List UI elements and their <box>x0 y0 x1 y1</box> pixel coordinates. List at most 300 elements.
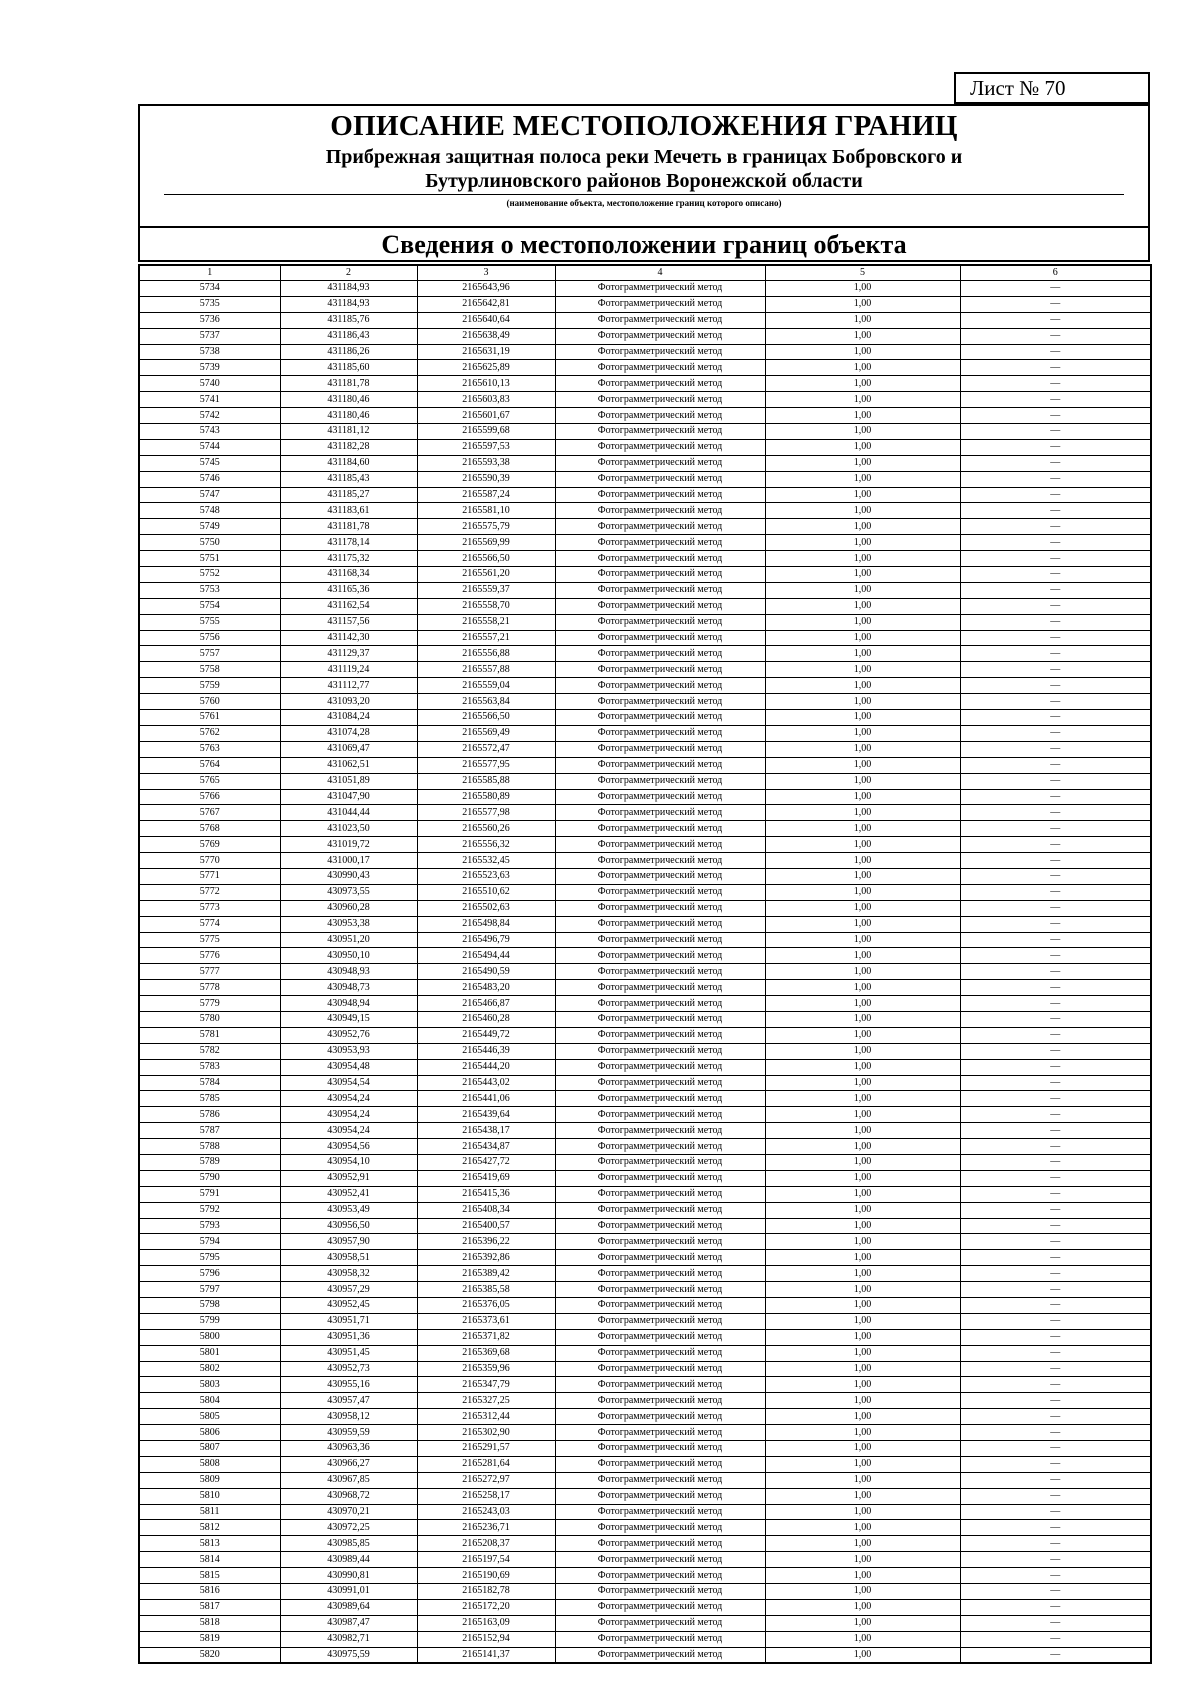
point-number-cell: 5766 <box>139 789 280 805</box>
method-cell: Фотограмметрический метод <box>555 948 765 964</box>
x-coordinate-cell: 431175,32 <box>280 551 417 567</box>
x-coordinate-cell: 431184,93 <box>280 281 417 297</box>
table-row <box>139 630 1151 646</box>
accuracy-cell: 1,00 <box>765 567 960 583</box>
accuracy-cell: 1,00 <box>765 1361 960 1377</box>
method-cell: Фотограмметрический метод <box>555 582 765 598</box>
x-coordinate-cell: 430957,29 <box>280 1282 417 1298</box>
accuracy-cell: 1,00 <box>765 821 960 837</box>
method-cell: Фотограмметрический метод <box>555 598 765 614</box>
x-coordinate-cell: 431142,30 <box>280 630 417 646</box>
accuracy-cell: 1,00 <box>765 1107 960 1123</box>
y-coordinate-cell: 2165163,09 <box>417 1615 555 1631</box>
description-cell: — <box>960 757 1151 773</box>
point-number-cell: 5813 <box>139 1536 280 1552</box>
method-cell: Фотограмметрический метод <box>555 916 765 932</box>
accuracy-cell: 1,00 <box>765 980 960 996</box>
point-number-cell: 5777 <box>139 964 280 980</box>
x-coordinate-cell: 430954,24 <box>280 1123 417 1139</box>
y-coordinate-cell: 2165396,22 <box>417 1234 555 1250</box>
description-cell: — <box>960 1329 1151 1345</box>
accuracy-cell: 1,00 <box>765 646 960 662</box>
point-number-cell: 5747 <box>139 487 280 503</box>
point-number-cell: 5757 <box>139 646 280 662</box>
x-coordinate-cell: 431074,28 <box>280 725 417 741</box>
accuracy-cell: 1,00 <box>765 1631 960 1647</box>
y-coordinate-cell: 2165182,78 <box>417 1584 555 1600</box>
description-cell: — <box>960 424 1151 440</box>
y-coordinate-cell: 2165577,98 <box>417 805 555 821</box>
y-coordinate-cell: 2165389,42 <box>417 1266 555 1282</box>
point-number-cell: 5767 <box>139 805 280 821</box>
point-number-cell: 5807 <box>139 1441 280 1457</box>
description-cell: — <box>960 1313 1151 1329</box>
description-cell: — <box>960 1552 1151 1568</box>
y-coordinate-cell: 2165327,25 <box>417 1393 555 1409</box>
x-coordinate-cell: 431044,44 <box>280 805 417 821</box>
column-number-3: 3 <box>417 265 555 281</box>
x-coordinate-cell: 430952,73 <box>280 1361 417 1377</box>
x-coordinate-cell: 431181,12 <box>280 424 417 440</box>
accuracy-cell: 1,00 <box>765 1377 960 1393</box>
table-row <box>139 567 1151 583</box>
description-cell: — <box>960 1393 1151 1409</box>
y-coordinate-cell: 2165312,44 <box>417 1409 555 1425</box>
y-coordinate-cell: 2165443,02 <box>417 1075 555 1091</box>
description-cell: — <box>960 964 1151 980</box>
method-cell: Фотограмметрический метод <box>555 567 765 583</box>
table-row <box>139 296 1151 312</box>
table-row <box>139 1552 1151 1568</box>
y-coordinate-cell: 2165569,49 <box>417 725 555 741</box>
method-cell: Фотограмметрический метод <box>555 1123 765 1139</box>
method-cell: Фотограмметрический метод <box>555 1599 765 1615</box>
point-number-cell: 5749 <box>139 519 280 535</box>
description-cell: — <box>960 1027 1151 1043</box>
x-coordinate-cell: 430973,55 <box>280 884 417 900</box>
method-cell: Фотограмметрический метод <box>555 1234 765 1250</box>
method-cell: Фотограмметрический метод <box>555 519 765 535</box>
table-row <box>139 1139 1151 1155</box>
method-cell: Фотограмметрический метод <box>555 360 765 376</box>
method-cell: Фотограмметрический метод <box>555 1584 765 1600</box>
accuracy-cell: 1,00 <box>765 439 960 455</box>
accuracy-cell: 1,00 <box>765 296 960 312</box>
y-coordinate-cell: 2165498,84 <box>417 916 555 932</box>
description-cell: — <box>960 1218 1151 1234</box>
y-coordinate-cell: 2165415,36 <box>417 1186 555 1202</box>
point-number-cell: 5793 <box>139 1218 280 1234</box>
table-row <box>139 471 1151 487</box>
y-coordinate-cell: 2165638,49 <box>417 328 555 344</box>
y-coordinate-cell: 2165496,79 <box>417 932 555 948</box>
method-cell: Фотограмметрический метод <box>555 1202 765 1218</box>
table-row <box>139 805 1151 821</box>
accuracy-cell: 1,00 <box>765 1234 960 1250</box>
table-row <box>139 996 1151 1012</box>
accuracy-cell: 1,00 <box>765 582 960 598</box>
description-cell: — <box>960 582 1151 598</box>
y-coordinate-cell: 2165560,26 <box>417 821 555 837</box>
method-cell: Фотограмметрический метод <box>555 344 765 360</box>
table-row <box>139 1647 1151 1663</box>
point-number-cell: 5795 <box>139 1250 280 1266</box>
description-cell: — <box>960 1568 1151 1584</box>
point-number-cell: 5796 <box>139 1266 280 1282</box>
y-coordinate-cell: 2165291,57 <box>417 1441 555 1457</box>
point-number-cell: 5787 <box>139 1123 280 1139</box>
accuracy-cell: 1,00 <box>765 1409 960 1425</box>
table-row <box>139 710 1151 726</box>
object-name-line-1: Прибрежная защитная полоса реки Мечеть в границах Бобровского и <box>325 146 963 168</box>
accuracy-cell: 1,00 <box>765 725 960 741</box>
y-coordinate-cell: 2165449,72 <box>417 1027 555 1043</box>
table-row <box>139 1631 1151 1647</box>
method-cell: Фотограмметрический метод <box>555 1361 765 1377</box>
description-cell: — <box>960 1488 1151 1504</box>
x-coordinate-cell: 431186,43 <box>280 328 417 344</box>
accuracy-cell: 1,00 <box>765 678 960 694</box>
point-number-cell: 5774 <box>139 916 280 932</box>
description-cell: — <box>960 598 1151 614</box>
x-coordinate-cell: 431165,36 <box>280 582 417 598</box>
description-cell: — <box>960 1075 1151 1091</box>
description-cell: — <box>960 1139 1151 1155</box>
accuracy-cell: 1,00 <box>765 503 960 519</box>
point-number-cell: 5783 <box>139 1059 280 1075</box>
table-row <box>139 281 1151 297</box>
accuracy-cell: 1,00 <box>765 1139 960 1155</box>
method-cell: Фотограмметрический метод <box>555 424 765 440</box>
method-cell: Фотограмметрический метод <box>555 1647 765 1663</box>
accuracy-cell: 1,00 <box>765 1091 960 1107</box>
description-cell: — <box>960 567 1151 583</box>
table-row <box>139 757 1151 773</box>
description-cell: — <box>960 360 1151 376</box>
y-coordinate-cell: 2165556,32 <box>417 837 555 853</box>
y-coordinate-cell: 2165460,28 <box>417 1011 555 1027</box>
method-cell: Фотограмметрический метод <box>555 1488 765 1504</box>
point-number-cell: 5739 <box>139 360 280 376</box>
table-row <box>139 773 1151 789</box>
y-coordinate-cell: 2165446,39 <box>417 1043 555 1059</box>
method-cell: Фотограмметрический метод <box>555 1441 765 1457</box>
accuracy-cell: 1,00 <box>765 598 960 614</box>
description-cell: — <box>960 439 1151 455</box>
y-coordinate-cell: 2165610,13 <box>417 376 555 392</box>
method-cell: Фотограмметрический метод <box>555 1043 765 1059</box>
description-cell: — <box>960 1154 1151 1170</box>
x-coordinate-cell: 430952,45 <box>280 1298 417 1314</box>
description-cell: — <box>960 694 1151 710</box>
point-number-cell: 5754 <box>139 598 280 614</box>
table-row <box>139 837 1151 853</box>
description-cell: — <box>960 710 1151 726</box>
y-coordinate-cell: 2165572,47 <box>417 741 555 757</box>
method-cell: Фотограмметрический метод <box>555 1139 765 1155</box>
description-cell: — <box>960 1615 1151 1631</box>
x-coordinate-cell: 430957,90 <box>280 1234 417 1250</box>
description-cell: — <box>960 630 1151 646</box>
point-number-cell: 5746 <box>139 471 280 487</box>
y-coordinate-cell: 2165408,34 <box>417 1202 555 1218</box>
method-cell: Фотограмметрический метод <box>555 1536 765 1552</box>
table-row <box>139 519 1151 535</box>
method-cell: Фотограмметрический метод <box>555 678 765 694</box>
x-coordinate-cell: 430967,85 <box>280 1472 417 1488</box>
x-coordinate-cell: 430951,20 <box>280 932 417 948</box>
x-coordinate-cell: 431181,78 <box>280 376 417 392</box>
accuracy-cell: 1,00 <box>765 1043 960 1059</box>
table-row <box>139 1123 1151 1139</box>
table-row <box>139 1011 1151 1027</box>
point-number-cell: 5816 <box>139 1584 280 1600</box>
point-number-cell: 5802 <box>139 1361 280 1377</box>
description-cell: — <box>960 805 1151 821</box>
document-title: ОПИСАНИЕ МЕСТОПОЛОЖЕНИЯ ГРАНИЦ <box>330 110 958 142</box>
method-cell: Фотограмметрический метод <box>555 1552 765 1568</box>
y-coordinate-cell: 2165625,89 <box>417 360 555 376</box>
y-coordinate-cell: 2165566,50 <box>417 551 555 567</box>
table-header-row <box>139 265 1151 281</box>
accuracy-cell: 1,00 <box>765 408 960 424</box>
point-number-cell: 5798 <box>139 1298 280 1314</box>
method-cell: Фотограмметрический метод <box>555 312 765 328</box>
table-row <box>139 1298 1151 1314</box>
x-coordinate-cell: 430952,76 <box>280 1027 417 1043</box>
table-row <box>139 503 1151 519</box>
x-coordinate-cell: 430991,01 <box>280 1584 417 1600</box>
description-cell: — <box>960 1599 1151 1615</box>
accuracy-cell: 1,00 <box>765 1568 960 1584</box>
y-coordinate-cell: 2165603,83 <box>417 392 555 408</box>
x-coordinate-cell: 431185,27 <box>280 487 417 503</box>
y-coordinate-cell: 2165371,82 <box>417 1329 555 1345</box>
point-number-cell: 5810 <box>139 1488 280 1504</box>
y-coordinate-cell: 2165631,19 <box>417 344 555 360</box>
point-number-cell: 5820 <box>139 1647 280 1663</box>
y-coordinate-cell: 2165197,54 <box>417 1552 555 1568</box>
accuracy-cell: 1,00 <box>765 900 960 916</box>
point-number-cell: 5780 <box>139 1011 280 1027</box>
table-row <box>139 1568 1151 1584</box>
table-row <box>139 662 1151 678</box>
method-cell: Фотограмметрический метод <box>555 296 765 312</box>
description-cell: — <box>960 789 1151 805</box>
point-number-cell: 5775 <box>139 932 280 948</box>
point-number-cell: 5761 <box>139 710 280 726</box>
y-coordinate-cell: 2165580,89 <box>417 789 555 805</box>
table-row <box>139 439 1151 455</box>
accuracy-cell: 1,00 <box>765 328 960 344</box>
point-number-cell: 5788 <box>139 1139 280 1155</box>
object-name-caption: (наименование объекта, местоположение границ которого описано) <box>506 198 782 208</box>
y-coordinate-cell: 2165558,70 <box>417 598 555 614</box>
accuracy-cell: 1,00 <box>765 1584 960 1600</box>
point-number-cell: 5792 <box>139 1202 280 1218</box>
y-coordinate-cell: 2165599,68 <box>417 424 555 440</box>
x-coordinate-cell: 431185,76 <box>280 312 417 328</box>
y-coordinate-cell: 2165558,21 <box>417 614 555 630</box>
x-coordinate-cell: 430954,24 <box>280 1091 417 1107</box>
description-cell: — <box>960 821 1151 837</box>
x-coordinate-cell: 431069,47 <box>280 741 417 757</box>
x-coordinate-cell: 430958,12 <box>280 1409 417 1425</box>
description-cell: — <box>960 614 1151 630</box>
y-coordinate-cell: 2165590,39 <box>417 471 555 487</box>
accuracy-cell: 1,00 <box>765 312 960 328</box>
y-coordinate-cell: 2165347,79 <box>417 1377 555 1393</box>
table-row <box>139 312 1151 328</box>
method-cell: Фотограмметрический метод <box>555 1393 765 1409</box>
x-coordinate-cell: 431185,43 <box>280 471 417 487</box>
x-coordinate-cell: 431062,51 <box>280 757 417 773</box>
method-cell: Фотограмметрический метод <box>555 1329 765 1345</box>
table-row <box>139 344 1151 360</box>
table-row <box>139 1186 1151 1202</box>
point-number-cell: 5817 <box>139 1599 280 1615</box>
accuracy-cell: 1,00 <box>765 1647 960 1663</box>
column-number-6: 6 <box>960 265 1151 281</box>
accuracy-cell: 1,00 <box>765 344 960 360</box>
accuracy-cell: 1,00 <box>765 1425 960 1441</box>
point-number-cell: 5758 <box>139 662 280 678</box>
accuracy-cell: 1,00 <box>765 916 960 932</box>
table-row <box>139 1599 1151 1615</box>
description-cell: — <box>960 296 1151 312</box>
y-coordinate-cell: 2165577,95 <box>417 757 555 773</box>
description-cell: — <box>960 725 1151 741</box>
y-coordinate-cell: 2165444,20 <box>417 1059 555 1075</box>
accuracy-cell: 1,00 <box>765 1329 960 1345</box>
x-coordinate-cell: 431182,28 <box>280 439 417 455</box>
description-cell: — <box>960 1011 1151 1027</box>
y-coordinate-cell: 2165640,64 <box>417 312 555 328</box>
method-cell: Фотограмметрический метод <box>555 805 765 821</box>
point-number-cell: 5762 <box>139 725 280 741</box>
y-coordinate-cell: 2165141,37 <box>417 1647 555 1663</box>
x-coordinate-cell: 431180,46 <box>280 408 417 424</box>
x-coordinate-cell: 430954,24 <box>280 1107 417 1123</box>
x-coordinate-cell: 431184,60 <box>280 455 417 471</box>
description-cell: — <box>960 1043 1151 1059</box>
point-number-cell: 5806 <box>139 1425 280 1441</box>
x-coordinate-cell: 431157,56 <box>280 614 417 630</box>
x-coordinate-cell: 430990,81 <box>280 1568 417 1584</box>
table-row <box>139 408 1151 424</box>
x-coordinate-cell: 430970,21 <box>280 1504 417 1520</box>
x-coordinate-cell: 430948,93 <box>280 964 417 980</box>
table-row <box>139 551 1151 567</box>
table-row <box>139 1361 1151 1377</box>
table-row <box>139 1615 1151 1631</box>
point-number-cell: 5809 <box>139 1472 280 1488</box>
method-cell: Фотограмметрический метод <box>555 535 765 551</box>
y-coordinate-cell: 2165400,57 <box>417 1218 555 1234</box>
description-cell: — <box>960 1472 1151 1488</box>
y-coordinate-cell: 2165642,81 <box>417 296 555 312</box>
x-coordinate-cell: 430987,47 <box>280 1615 417 1631</box>
object-name-line-2: Бутурлиновского районов Воронежской области <box>425 170 863 192</box>
x-coordinate-cell: 430959,59 <box>280 1425 417 1441</box>
y-coordinate-cell: 2165373,61 <box>417 1313 555 1329</box>
method-cell: Фотограмметрический метод <box>555 503 765 519</box>
description-cell: — <box>960 503 1151 519</box>
point-number-cell: 5773 <box>139 900 280 916</box>
method-cell: Фотограмметрический метод <box>555 614 765 630</box>
accuracy-cell: 1,00 <box>765 1218 960 1234</box>
table-row <box>139 582 1151 598</box>
description-cell: — <box>960 1202 1151 1218</box>
point-number-cell: 5799 <box>139 1313 280 1329</box>
x-coordinate-cell: 431178,14 <box>280 535 417 551</box>
description-cell: — <box>960 853 1151 869</box>
x-coordinate-cell: 430948,94 <box>280 996 417 1012</box>
description-cell: — <box>960 281 1151 297</box>
point-number-cell: 5779 <box>139 996 280 1012</box>
x-coordinate-cell: 430968,72 <box>280 1488 417 1504</box>
accuracy-cell: 1,00 <box>765 519 960 535</box>
accuracy-cell: 1,00 <box>765 1170 960 1186</box>
x-coordinate-cell: 431185,60 <box>280 360 417 376</box>
accuracy-cell: 1,00 <box>765 884 960 900</box>
method-cell: Фотограмметрический метод <box>555 725 765 741</box>
accuracy-cell: 1,00 <box>765 757 960 773</box>
accuracy-cell: 1,00 <box>765 376 960 392</box>
accuracy-cell: 1,00 <box>765 741 960 757</box>
accuracy-cell: 1,00 <box>765 1393 960 1409</box>
method-cell: Фотограмметрический метод <box>555 1218 765 1234</box>
method-cell: Фотограмметрический метод <box>555 328 765 344</box>
accuracy-cell: 1,00 <box>765 1456 960 1472</box>
method-cell: Фотограмметрический метод <box>555 630 765 646</box>
point-number-cell: 5759 <box>139 678 280 694</box>
point-number-cell: 5805 <box>139 1409 280 1425</box>
description-cell: — <box>960 662 1151 678</box>
point-number-cell: 5794 <box>139 1234 280 1250</box>
x-coordinate-cell: 430956,50 <box>280 1218 417 1234</box>
method-cell: Фотограмметрический метод <box>555 471 765 487</box>
table-row <box>139 900 1151 916</box>
table-row <box>139 1393 1151 1409</box>
table-row <box>139 741 1151 757</box>
point-number-cell: 5751 <box>139 551 280 567</box>
x-coordinate-cell: 430975,59 <box>280 1647 417 1663</box>
table-row <box>139 789 1151 805</box>
accuracy-cell: 1,00 <box>765 1441 960 1457</box>
section-title: Сведения о местоположении границ объекта <box>381 230 907 259</box>
y-coordinate-cell: 2165434,87 <box>417 1139 555 1155</box>
description-cell: — <box>960 1425 1151 1441</box>
accuracy-cell: 1,00 <box>765 455 960 471</box>
y-coordinate-cell: 2165190,69 <box>417 1568 555 1584</box>
method-cell: Фотограмметрический метод <box>555 821 765 837</box>
method-cell: Фотограмметрический метод <box>555 1615 765 1631</box>
description-cell: — <box>960 1361 1151 1377</box>
description-cell: — <box>960 392 1151 408</box>
accuracy-cell: 1,00 <box>765 1202 960 1218</box>
point-number-cell: 5789 <box>139 1154 280 1170</box>
table-row <box>139 1488 1151 1504</box>
x-coordinate-cell: 430951,71 <box>280 1313 417 1329</box>
y-coordinate-cell: 2165559,37 <box>417 582 555 598</box>
description-cell: — <box>960 837 1151 853</box>
description-cell: — <box>960 1282 1151 1298</box>
table-row <box>139 694 1151 710</box>
accuracy-cell: 1,00 <box>765 1504 960 1520</box>
description-cell: — <box>960 487 1151 503</box>
description-cell: — <box>960 916 1151 932</box>
